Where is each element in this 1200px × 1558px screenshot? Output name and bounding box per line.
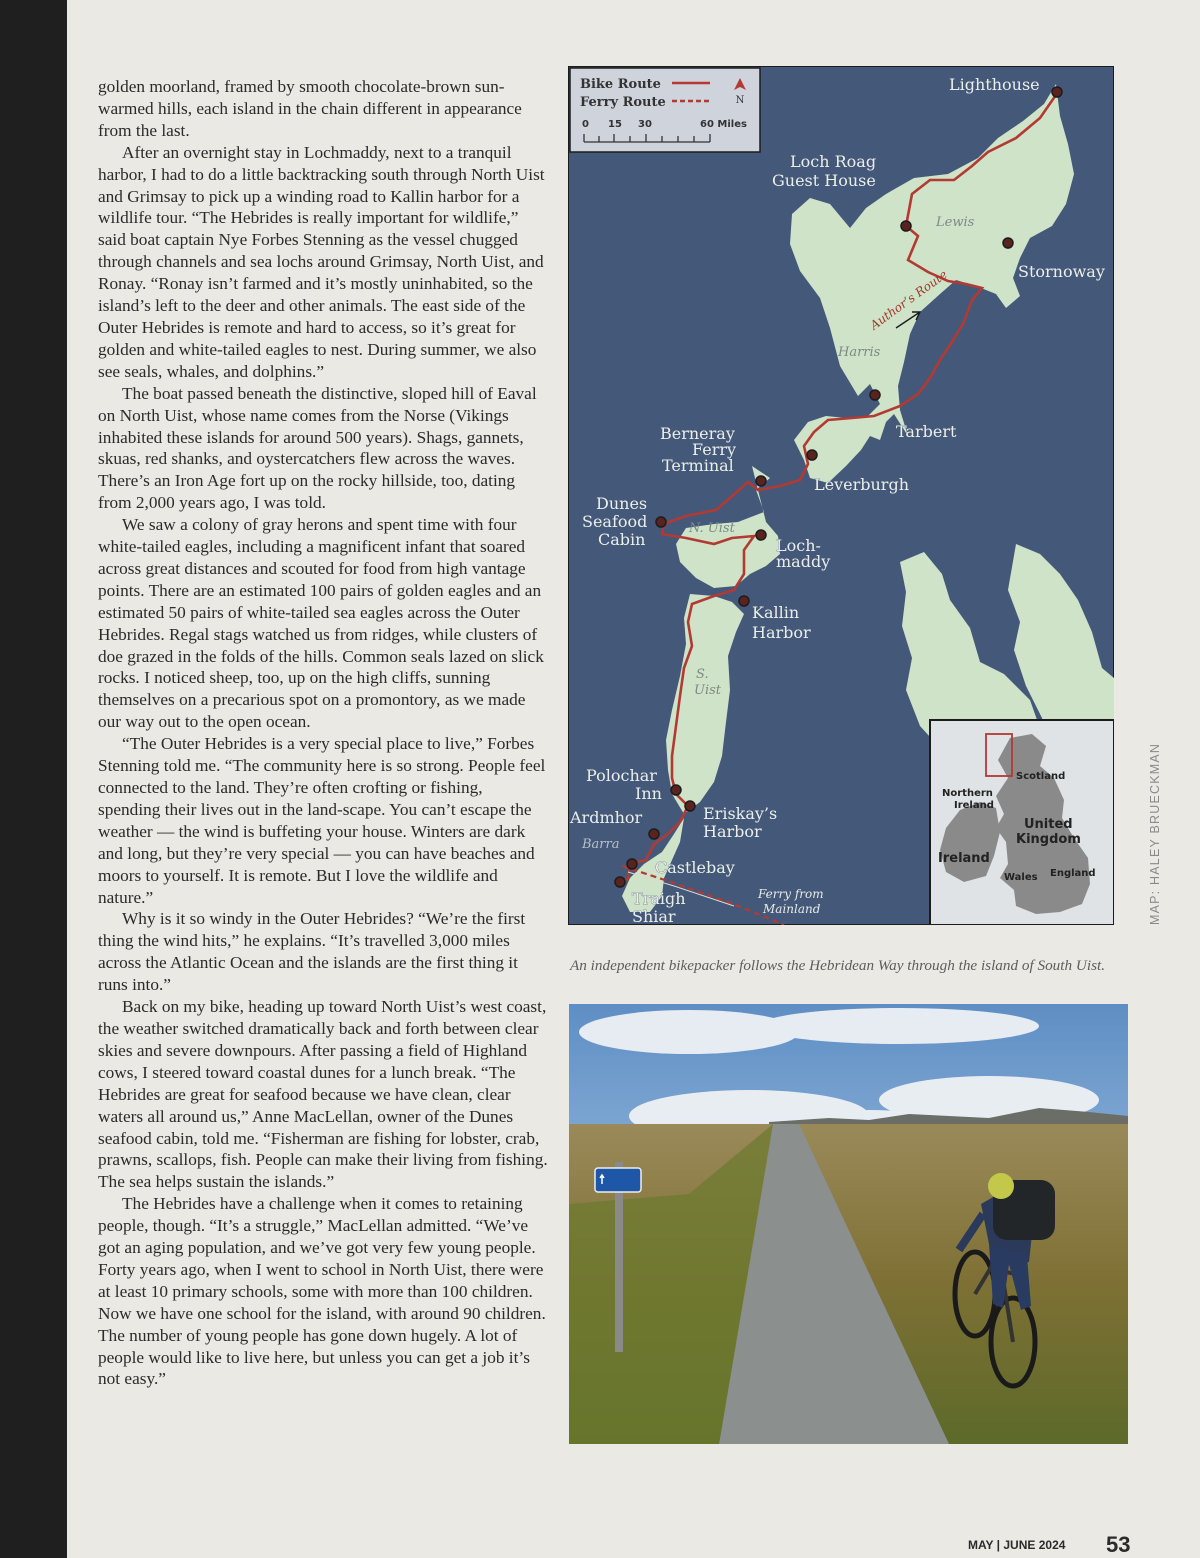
inset-uk-1: United: [1024, 817, 1073, 832]
paragraph: golden moorland, framed by smooth chocolate-brown sun-warmed hills, each island in the chain different in appearance from the last.: [98, 77, 522, 140]
marker-traigh-shiar: [615, 877, 625, 887]
marker-kallin: [739, 596, 749, 606]
article-body: [98, 76, 548, 1390]
marker-polochar: [671, 785, 681, 795]
inset-uk-2: Kingdom: [1016, 832, 1081, 847]
label-traigh-1: Traigh: [632, 889, 686, 908]
label-loch-roag-1: Loch Roag: [790, 152, 877, 171]
label-loch-roag-2: Guest House: [772, 171, 876, 190]
author-route-label: Author’s Route: [867, 267, 950, 333]
route-map-svg: [568, 66, 1114, 925]
page-spine: [0, 0, 67, 1558]
label-tarbert: Tarbert: [896, 422, 957, 441]
bikepacker-photo: [569, 1004, 1128, 1444]
label-polochar-2: Inn: [635, 784, 662, 803]
marker-ardmhor: [649, 829, 659, 839]
paragraph: We saw a colony of gray herons and spent time with four white-tailed eagles, including a magnificent infant that soared across great distances and scouted for food from high vantage points. There are an estimated 100 pairs of golden eagles and an estimated 50 pairs of white-tailed sea eagles across the Outer Hebrides. Regal stags watched us from ridges, while clusters of doe grazed in the folds of the hills. Common seals lazed on slick rocks. I noticed sheep, too, up on the high cliffs, sunning themselves on a precarious spot on a promontory, as we made our way out to the open ocean.: [98, 515, 544, 732]
issue-date: MAY | JUNE 2024: [968, 1538, 1066, 1552]
label-dunes-3: Cabin: [598, 530, 646, 549]
label-ardmhor: Ardmhor: [570, 808, 643, 827]
scale-60: 60 Miles: [700, 119, 747, 130]
legend-ferry: Ferry Route: [580, 95, 666, 110]
inset-scotland: Scotland: [1016, 771, 1066, 782]
label-kallin-1: Kallin: [752, 603, 800, 622]
label-leverburgh: Leverburgh: [814, 475, 909, 494]
region-s-uist-2: Uist: [694, 683, 722, 698]
paragraph: The Hebrides have a challenge when it comes to retaining people, though. “It’s a struggle,” MacLellan admitted. “We’ve got an aging population, and we’ve got very few young people. Forty years ago, when I went to school in North Uist, there were at least 10 primary schools, some with more than 100 children. Now we have one school for the island, with around 90 children. The number of young people has gone down hugely. A lot of people would like to live here, but unless you can get a job it’s not easy.”: [98, 1194, 546, 1389]
region-s-uist-1: S.: [696, 667, 709, 682]
inset-england: England: [1050, 868, 1096, 879]
label-lochmaddy-1: Loch-: [776, 536, 821, 555]
ferry-note-2: Mainland: [763, 902, 821, 916]
paragraph: Back on my bike, heading up toward North Uist’s west coast, the weather switched dramatically back and forth between clear skies and severe downpours. After passing a field of Highland cows, I steered toward coastal dunes for a lunch break. “The Hebrides are great for seafood because we have clean, clear waters all around us,” Anne MacLellan, owner of the Dunes seafood cabin, told me. “Fisherman are fishing for lobster, crab, prawns, scallops, fish. People can make their living from fishing. The sea helps sustain the islands.”: [98, 997, 548, 1192]
marker-stornoway: [1003, 238, 1013, 248]
scale-0: 0: [582, 119, 589, 130]
label-berneray-3: Terminal: [662, 456, 734, 475]
label-lochmaddy-2: maddy: [776, 552, 831, 571]
bikepacker-photo-svg: [569, 1004, 1128, 1444]
photo-caption: An independent bikepacker follows the Hebridean Way through the island of South Uist.: [570, 957, 1106, 974]
label-dunes-2: Seafood: [582, 512, 648, 531]
north-label: N: [735, 95, 745, 106]
inset-wales: Wales: [1004, 872, 1038, 883]
label-lighthouse: Lighthouse: [949, 75, 1040, 94]
route-map: [568, 66, 1114, 925]
inset-ni-1: Northern: [942, 788, 993, 799]
region-harris: Harris: [838, 345, 881, 360]
label-castlebay: Castlebay: [655, 858, 735, 877]
marker-dunes: [656, 517, 666, 527]
label-polochar-1: Polochar: [586, 766, 657, 785]
legend-bike: Bike Route: [580, 77, 661, 92]
marker-tarbert: [870, 390, 880, 400]
label-eriskay-1: Eriskay’s: [703, 804, 778, 823]
inset-ireland: Ireland: [938, 851, 990, 866]
page-number: 53: [1106, 1532, 1131, 1557]
marker-berneray: [756, 476, 766, 486]
region-barra: Barra: [582, 837, 620, 852]
marker-castlebay: [627, 859, 637, 869]
marker-lochmaddy: [756, 530, 766, 540]
paragraph: Why is it so windy in the Outer Hebrides? “We’re the first thing the wind hits,” he explains. “It’s travelled 3,000 miles across the Atlantic Ocean and the islands are the first thing it runs into.”: [98, 909, 526, 995]
marker-leverburgh: [807, 450, 817, 460]
region-lewis: Lewis: [936, 215, 975, 230]
label-berneray-1: Berneray: [660, 424, 735, 443]
label-berneray-2: Ferry: [692, 440, 737, 459]
inset-ni-2: Ireland: [954, 800, 994, 811]
inset-map: [930, 720, 1114, 925]
label-eriskay-2: Harbor: [703, 822, 762, 841]
label-dunes-1: Dunes: [596, 494, 648, 513]
paragraph: After an overnight stay in Lochmaddy, next to a tranquil harbor, I had to do a little backtracking south through North Uist and Grimsay to pick up a winding road to Kallin harbor for a wildlife tour. “The Hebrides is really important for wildlife,” said boat captain Nye Forbes Stenning as the vessel chugged through channels and sea lochs around Grimsay, North Uist, and Ronay. “Ronay isn’t farmed and it’s mostly uninhabited, so the island’s left to the deer and other animals. The east side of the Outer Hebrides is remote and hard to access, so it’s great for golden and white-tailed eagles to nest. During summer, we also see seals, whales, and dolphins.”: [98, 142, 545, 381]
label-traigh-2: Shiar: [632, 907, 676, 925]
label-stornoway: Stornoway: [1018, 262, 1105, 281]
map-credit: MAP: HALEY BRUECKMAN: [1148, 742, 1162, 925]
label-kallin-2: Harbor: [752, 623, 811, 642]
marker-loch-roag: [901, 221, 911, 231]
region-n-uist: N. Uist: [689, 521, 735, 536]
paragraph: The boat passed beneath the distinctive, sloped hill of Eaval on North Uist, whose name comes from the Norse (Vikings inhabited these islands for around 500 years). Shags, gannets, skuas, red shanks, and oystercatchers flew across the waves. There’s an Iron Age fort up on the rocky hillside, too, dating from 2,000 years ago, I was told.: [98, 383, 537, 513]
scale-15: 15: [608, 119, 622, 130]
scale-30: 30: [638, 119, 652, 130]
ferry-note-1: Ferry from: [758, 887, 824, 901]
marker-lighthouse: [1052, 87, 1062, 97]
marker-eriskay: [685, 801, 695, 811]
paragraph: “The Outer Hebrides is a very special place to live,” Forbes Stenning told me. “The community here is so strong. People feel connected to the land. They’re often crofting or fishing, spending their lives out in the land-scape. You can’t escape the weather — the wind is buffeting your house. Winters are dark and long, but they’re very special — you can have beaches and moors to yourself. It is remote. But I love the wildlife and nature.”: [98, 734, 546, 907]
